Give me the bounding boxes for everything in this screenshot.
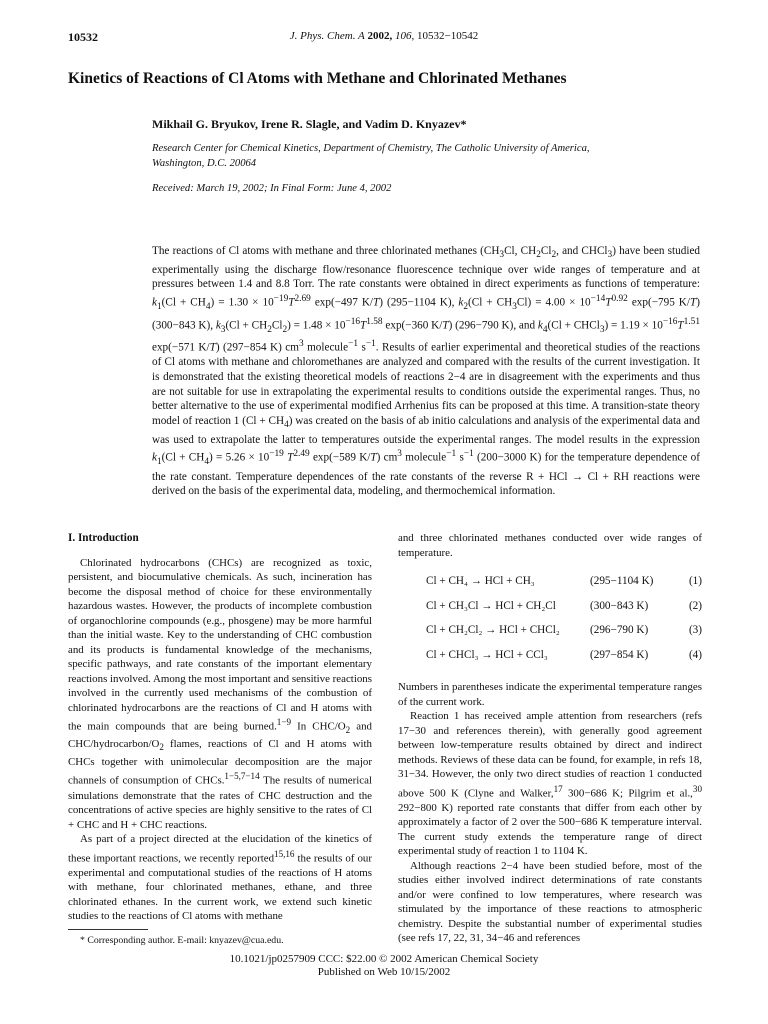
author-list: Mikhail G. Bryukov, Irene R. Slagle, and Vadim D. Knyazev*	[152, 117, 467, 131]
journal-pages: 10532−10542	[416, 30, 479, 42]
journal-year: 2002,	[367, 30, 393, 42]
reaction-equation	[398, 570, 702, 595]
page-number: 10532	[68, 30, 98, 44]
paragraph: Numbers in parentheses indicate the experimental temperature ranges of the current work.	[398, 681, 702, 708]
journal-abbrev: J. Phys. Chem. A	[289, 30, 365, 42]
affiliation-line: Research Center for Chemical Kinetics, Department of Chemistry, The Catholic University of America,	[152, 143, 590, 154]
article-title: Kinetics of Reactions of Cl Atoms with Methane and Chlorinated Methanes	[68, 70, 567, 87]
paragraph: and three chlorinated methanes conducted over wide ranges of temperature.	[398, 532, 702, 559]
reaction-number: (4)	[688, 648, 702, 661]
publication-date: Published on Web 10/15/2002	[317, 966, 451, 978]
paragraph: Reaction 1 has received ample attention from researchers (refs 17−30 and references therein), with generally good agreement between low-temperature results obtained by direct and indirect methods. Reviews of these data can be found, for example, in refs 18, 31−34. However, the only two direct studies of reaction 1 conducted above 500 K (Clyne and Walker,$^{17}$ 300−686 K; Pilgrim et al.,$^{30}$ 292−800 K) reported rate constants that differ from each other by approximately a factor of 2 over the 500−686 K temperature interval. The current study extends the temperature range of direct experimental study of reaction 1 to 1104 K.	[398, 710, 702, 858]
doi-copyright: 10.1021/jp0257909 CCC: $22.00 © 2002 American Chemical Society	[229, 953, 539, 965]
section-heading: I. Introduction	[68, 532, 139, 544]
reaction-temperature-range: (295−1104 K)	[590, 575, 654, 587]
paragraph: Chlorinated hydrocarbons (CHCs) are recognized as toxic, persistent, and biocumulative chemicals. As such, incineration has become the disposal method of choice for these environmentally hazardous wastes. However, the products of incomplete combustion of organochlorine compounds (e.g., phosgene) may be more harmful than the initial waste. Key to the understanding of CHC combustion and its products is fundamental knowledge of the mechanisms, specific pathways, and rate constants of the important elementary reactions involved. Among the most important and sensitive reactions involved in the currently used mechanisms of the combustion of chlorinated hydrocarbons are the reactions of Cl and H atoms with the main compounds that are being burned.$^{1-9}$ In CHC/$O_2$ and CHC/$hydrocarbon/O_2$ flames, reactions of Cl and H atoms with CHCs together with unimolecular decomposition are the major channels of consumption of CHCs.$^{1-5,7-14}$ The results of numerical simulations demonstrate that the rates of CHC destruction and the concentrations of active species are highly sensitive to the rates of Cl + CHC and H + CHC reactions.	[68, 556, 372, 831]
reaction-number: (2)	[688, 599, 702, 612]
reaction-formula: Cl + CH₂Cl₂ → HCl + CHCl₂	[426, 624, 560, 636]
reaction-temperature-range: (296−790 K)	[590, 624, 649, 636]
footnote-separator	[68, 929, 148, 930]
reaction-temperature-range: (297−854 K)	[590, 648, 649, 661]
reaction-number: (3)	[688, 624, 702, 636]
corresponding-author-footnote: * Corresponding author. E-mail: knyazev@cua.edu.	[80, 935, 284, 946]
journal-citation	[0, 30, 768, 42]
reaction-equation	[398, 644, 702, 669]
received-dates: Received: March 19, 2002; In Final Form: June 4, 2002	[152, 183, 392, 194]
column-left	[68, 531, 372, 924]
reaction-formula: Cl + CHCl₃ → HCl + CCl₃	[426, 648, 548, 661]
paragraph: Although reactions 2−4 have been studied before, most of the studies either involved indirect determinations of rate constants and/or were confined to low temperatures, where research was stimulated by the importance of these reactions to atmospheric chemistry. Despite the substantial number of experimental studies (see refs 17, 22, 31, 34−46 and references	[398, 859, 702, 945]
column-right	[398, 531, 702, 946]
reaction-list	[398, 570, 702, 668]
abstract	[152, 244, 700, 499]
page-footer	[0, 953, 768, 979]
abstract-text: The reactions of Cl atoms with methane and three chlorinated methanes ($CH_3Cl$, $CH_2Cl_2$, and CHCl$_3$) have been studied experimentally using the discharge flow/resonance fluorescence technique over wide ranges of temperature and at pressures between 1.4 and 8.8 Torr. The rate constants were obtained in direct experiments as functions of temperature: $k_1(Cl + CH_4) = 1.30 \times 10^{-19}T^{2.69}$ exp(−497 K/T) (295−1104 K), $k_2(Cl + CH_3Cl) = 4.00 \times 10^{-14}T^{0.92}$ exp(−795 K/T) (300−843 K), $k_3(Cl + CH_2Cl_2) = 1.48 \times 10^{-16}T^{1.58}$ exp(−360 K/T) (296−790 K), and $k_4(Cl$ + CHCl$_3$) = $1.19 \times 10^{-16}T^{1.51}$ exp(−571 K/T) (297−854 K) $cm^3$ molecule$^{-1}$ $s^{-1}$. Results of earlier experimental and theoretical studies of the reactions of Cl atoms with methane and chloromethanes are analyzed and compared with the results of the current investigation. It is demonstrated that the existing theoretical models of reactions 2−4 are in disagreement with the experiments and thus are not suitable for use in extrapolating the experimental results to conditions outside the experimental ranges. Thus, no better alternative to the use of experimental modified Arrhenius fits can be proposed at this time. A transition-state theory model of reaction 1 $(Cl + CH_4)$ was created on the basis of ab initio calculations and analysis of the experimental data and was used to extrapolate the latter to temperatures outside the experimental ranges. The model results in the expression $k_1(Cl + CH_4) = 5.26 \times 10^{-19}$ $T^{2.49}$ exp(−589 K/T) $cm^3$ molecule$^{-1}$ $s^{-1}$ (200−3000 K) for the temperature dependence of the rate constant. Temperature dependences of the rate constants of the reverse R + HCl → Cl + RH reactions were derived on the basis of the experimental data, modeling, and thermochemical information.	[152, 245, 701, 498]
reaction-temperature-range: (300−843 K)	[590, 599, 649, 612]
affiliation	[152, 141, 712, 171]
reaction-number: (1)	[688, 575, 702, 587]
reaction-formula: Cl + CH₃Cl → HCl + CH₂Cl	[426, 599, 556, 612]
reaction-equation	[398, 619, 702, 644]
reaction-equation	[398, 595, 702, 620]
affiliation-line: Washington, D.C. 20064	[152, 158, 257, 169]
reaction-formula: Cl + CH₄ → HCl + CH₃	[426, 575, 535, 587]
paragraph: As part of a project directed at the elucidation of the kinetics of these important reactions, we recently reported$^{15,16}$ the results of our experimental and computational studies of the reactions of H atoms with methane, four chlorinated methanes, ethane, and three chlorinated ethanes. In the current work, we extend such kinetic studies to the reactions of Cl atoms with methane	[68, 833, 373, 923]
journal-volume: 106,	[394, 30, 415, 42]
